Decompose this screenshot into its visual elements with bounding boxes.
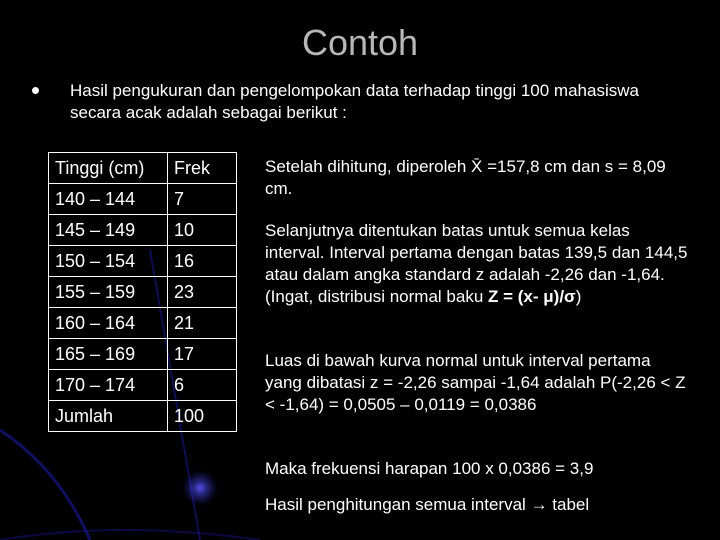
arrow-right-icon: →: [530, 495, 548, 514]
total-label-cell: Jumlah: [49, 401, 168, 432]
table-header-row: [49, 153, 237, 184]
interval-cell: 145 – 149: [49, 215, 168, 246]
interval-cell: 160 – 164: [49, 308, 168, 339]
frequency-cell: 7: [168, 184, 237, 215]
interval-cell: 170 – 174: [49, 370, 168, 401]
header-frequency: Frek: [168, 153, 237, 184]
slide-title: Contoh: [301, 22, 419, 63]
result-text: Hasil penghitungan semua interval: [265, 495, 531, 514]
z-formula: Z = (x- μ)/σ: [488, 287, 576, 306]
frequency-table: [48, 152, 237, 432]
intro-text: Hasil pengukuran dan pengelompokan data terhadap tinggi 100 mahasiswa secara acak adalah sebagai berikut :: [70, 81, 639, 122]
frequency-cell: 17: [168, 339, 237, 370]
interval-cell: 165 – 169: [49, 339, 168, 370]
table-total-row: [49, 401, 237, 432]
table-row: [49, 370, 237, 401]
frequency-cell: 21: [168, 308, 237, 339]
decor-curve: [0, 430, 90, 540]
table-row: [49, 246, 237, 277]
table-row: [49, 308, 237, 339]
area-paragraph: Luas di bawah kurva normal untuk interval pertama yang dibatasi z = -2,26 sampai -1,64 adalah P(-2,26 < Z < -1,64) = 0,0505 – 0,0119 = 0,0386: [265, 351, 686, 414]
header-height: Tinggi (cm): [49, 153, 168, 184]
table-row: [49, 184, 237, 215]
interval-cell: 140 – 144: [49, 184, 168, 215]
interval-cell: 155 – 159: [49, 277, 168, 308]
boundaries-text: Selanjutnya ditentukan batas untuk semua kelas interval. Interval pertama dengan batas 139,5 dan 144,5 atau dalam angka standard z adalah -2,26 dan -1,64. (Ingat, distribusi normal baku: [265, 221, 688, 306]
bullet-icon: [32, 87, 39, 94]
interval-cell: 150 – 154: [49, 246, 168, 277]
result-text-end: tabel: [547, 495, 590, 514]
boundaries-text-end: ): [575, 287, 582, 306]
table-row: [49, 215, 237, 246]
mean-sd-paragraph: Setelah dihitung, diperoleh X̄ =157,8 cm dan s = 8,09 cm.: [265, 157, 666, 198]
table-row: [49, 339, 237, 370]
frequency-cell: 10: [168, 215, 237, 246]
boundaries-paragraph: [265, 220, 690, 308]
decor-glow: [182, 470, 218, 506]
expected-frequency-paragraph: Maka frekuensi harapan 100 x 0,0386 = 3,9: [265, 459, 594, 478]
decor-line-right: [0, 530, 260, 540]
table-row: [49, 277, 237, 308]
frequency-cell: 6: [168, 370, 237, 401]
result-paragraph: [265, 494, 690, 516]
frequency-cell: 23: [168, 277, 237, 308]
total-value-cell: 100: [168, 401, 237, 432]
frequency-cell: 16: [168, 246, 237, 277]
